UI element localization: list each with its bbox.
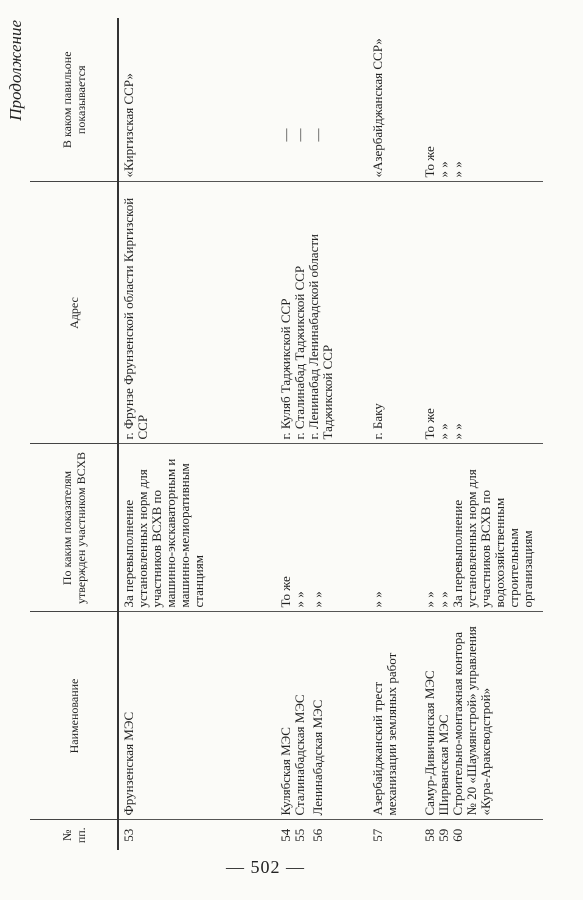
- row-name: Фрунзенская МЭС: [118, 612, 276, 820]
- header-name: Наименование: [30, 612, 118, 820]
- row-pav-56: —: [310, 128, 325, 142]
- row-pav-54: —: [278, 128, 293, 142]
- row-ind-59: » »: [436, 591, 451, 608]
- row-indicators: » »: [368, 444, 420, 612]
- table-row: [368, 18, 420, 850]
- row-address: [420, 182, 543, 444]
- row-pavilion: «Киргизская ССР»: [118, 18, 276, 182]
- row-name: Азербайджанский трест механизации земляных работ: [368, 612, 420, 820]
- row-name-54: Кулябская МЭС: [278, 727, 293, 816]
- table-row: [276, 18, 368, 850]
- row-name: [276, 612, 368, 820]
- row-name-59: Ширванская МЭС: [436, 714, 451, 816]
- row-pav-58: То же: [422, 146, 437, 178]
- row-addr-58: То же: [422, 408, 437, 440]
- row-address: г. Фрунзе Фрунзенской области Киргизской ССР: [118, 182, 276, 444]
- row-addr-59: » »: [436, 423, 451, 440]
- row-addr-54: г. Куляб Таджикской ССР: [278, 298, 293, 440]
- row-number: 53: [121, 828, 136, 842]
- row-pavilion: «Азербайджанская ССР»: [368, 18, 420, 182]
- row-indicators: [420, 444, 543, 612]
- exhibitors-table: [30, 18, 543, 850]
- row-pav-55: —: [292, 128, 307, 142]
- row-indicators: За перевыполнение установленных норм для участников ВСХВ по машинно-экскаваторным и машинно-мелиоративным станциям: [118, 444, 276, 612]
- row-indicators: [276, 444, 368, 612]
- row-name-56: Ленинабадская МЭС: [310, 699, 325, 816]
- row-name-58: Самур-Дивичинская МЭС: [422, 670, 437, 816]
- row-addr-60: » »: [450, 423, 465, 440]
- header-pavilion: В каком павильоне показывается: [30, 18, 118, 182]
- row-pav-59: » »: [436, 161, 451, 178]
- row-number: [276, 820, 368, 850]
- table-row: [118, 18, 276, 850]
- row-addr-56: г. Ленинабад Ленинабадской области Таджикской ССР: [306, 234, 335, 440]
- row-address: г. Баку: [368, 182, 420, 444]
- row-address: [276, 182, 368, 444]
- row-pavilion: [420, 18, 543, 182]
- row-number-58: 58: [422, 828, 437, 842]
- row-ind-56: » »: [310, 591, 325, 608]
- row-ind-58: » »: [422, 591, 437, 608]
- table-header-row: [30, 18, 118, 850]
- row-name-60: Строительно-монтажная контора № 20 «Шаумянстрой» управления «Кура-Араксводстрой»: [450, 626, 493, 816]
- header-address: Адрес: [30, 182, 118, 444]
- row-pav-60: » »: [450, 161, 465, 178]
- row-addr-55: г. Сталинабад Таджикской ССР: [292, 265, 307, 440]
- row-number-55: 55: [292, 828, 307, 842]
- row-ind-60: За перевыполнение установленных норм для участников ВСХВ по водохозяйственным строительным организациям: [450, 469, 535, 608]
- header-num: № пп.: [30, 820, 118, 850]
- table-row: [420, 18, 543, 850]
- row-name: [420, 612, 543, 820]
- row-ind-54: То же: [278, 576, 293, 608]
- row-name-55: Сталинабадская МЭС: [292, 694, 307, 816]
- row-number: [420, 820, 543, 850]
- row-ind-55: » »: [292, 591, 307, 608]
- header-indicators: По каким показателям утвержден участником ВСХВ: [30, 444, 118, 612]
- continuation-caption: Продолжение: [6, 20, 25, 121]
- row-number-60: 60: [450, 828, 465, 842]
- row-number: 57: [370, 828, 385, 842]
- row-pavilion: [276, 18, 368, 182]
- row-number-59: 59: [436, 828, 451, 842]
- page-number: — 502 —: [226, 857, 305, 877]
- row-number-56: 56: [310, 828, 325, 842]
- row-number-54: 54: [278, 828, 293, 842]
